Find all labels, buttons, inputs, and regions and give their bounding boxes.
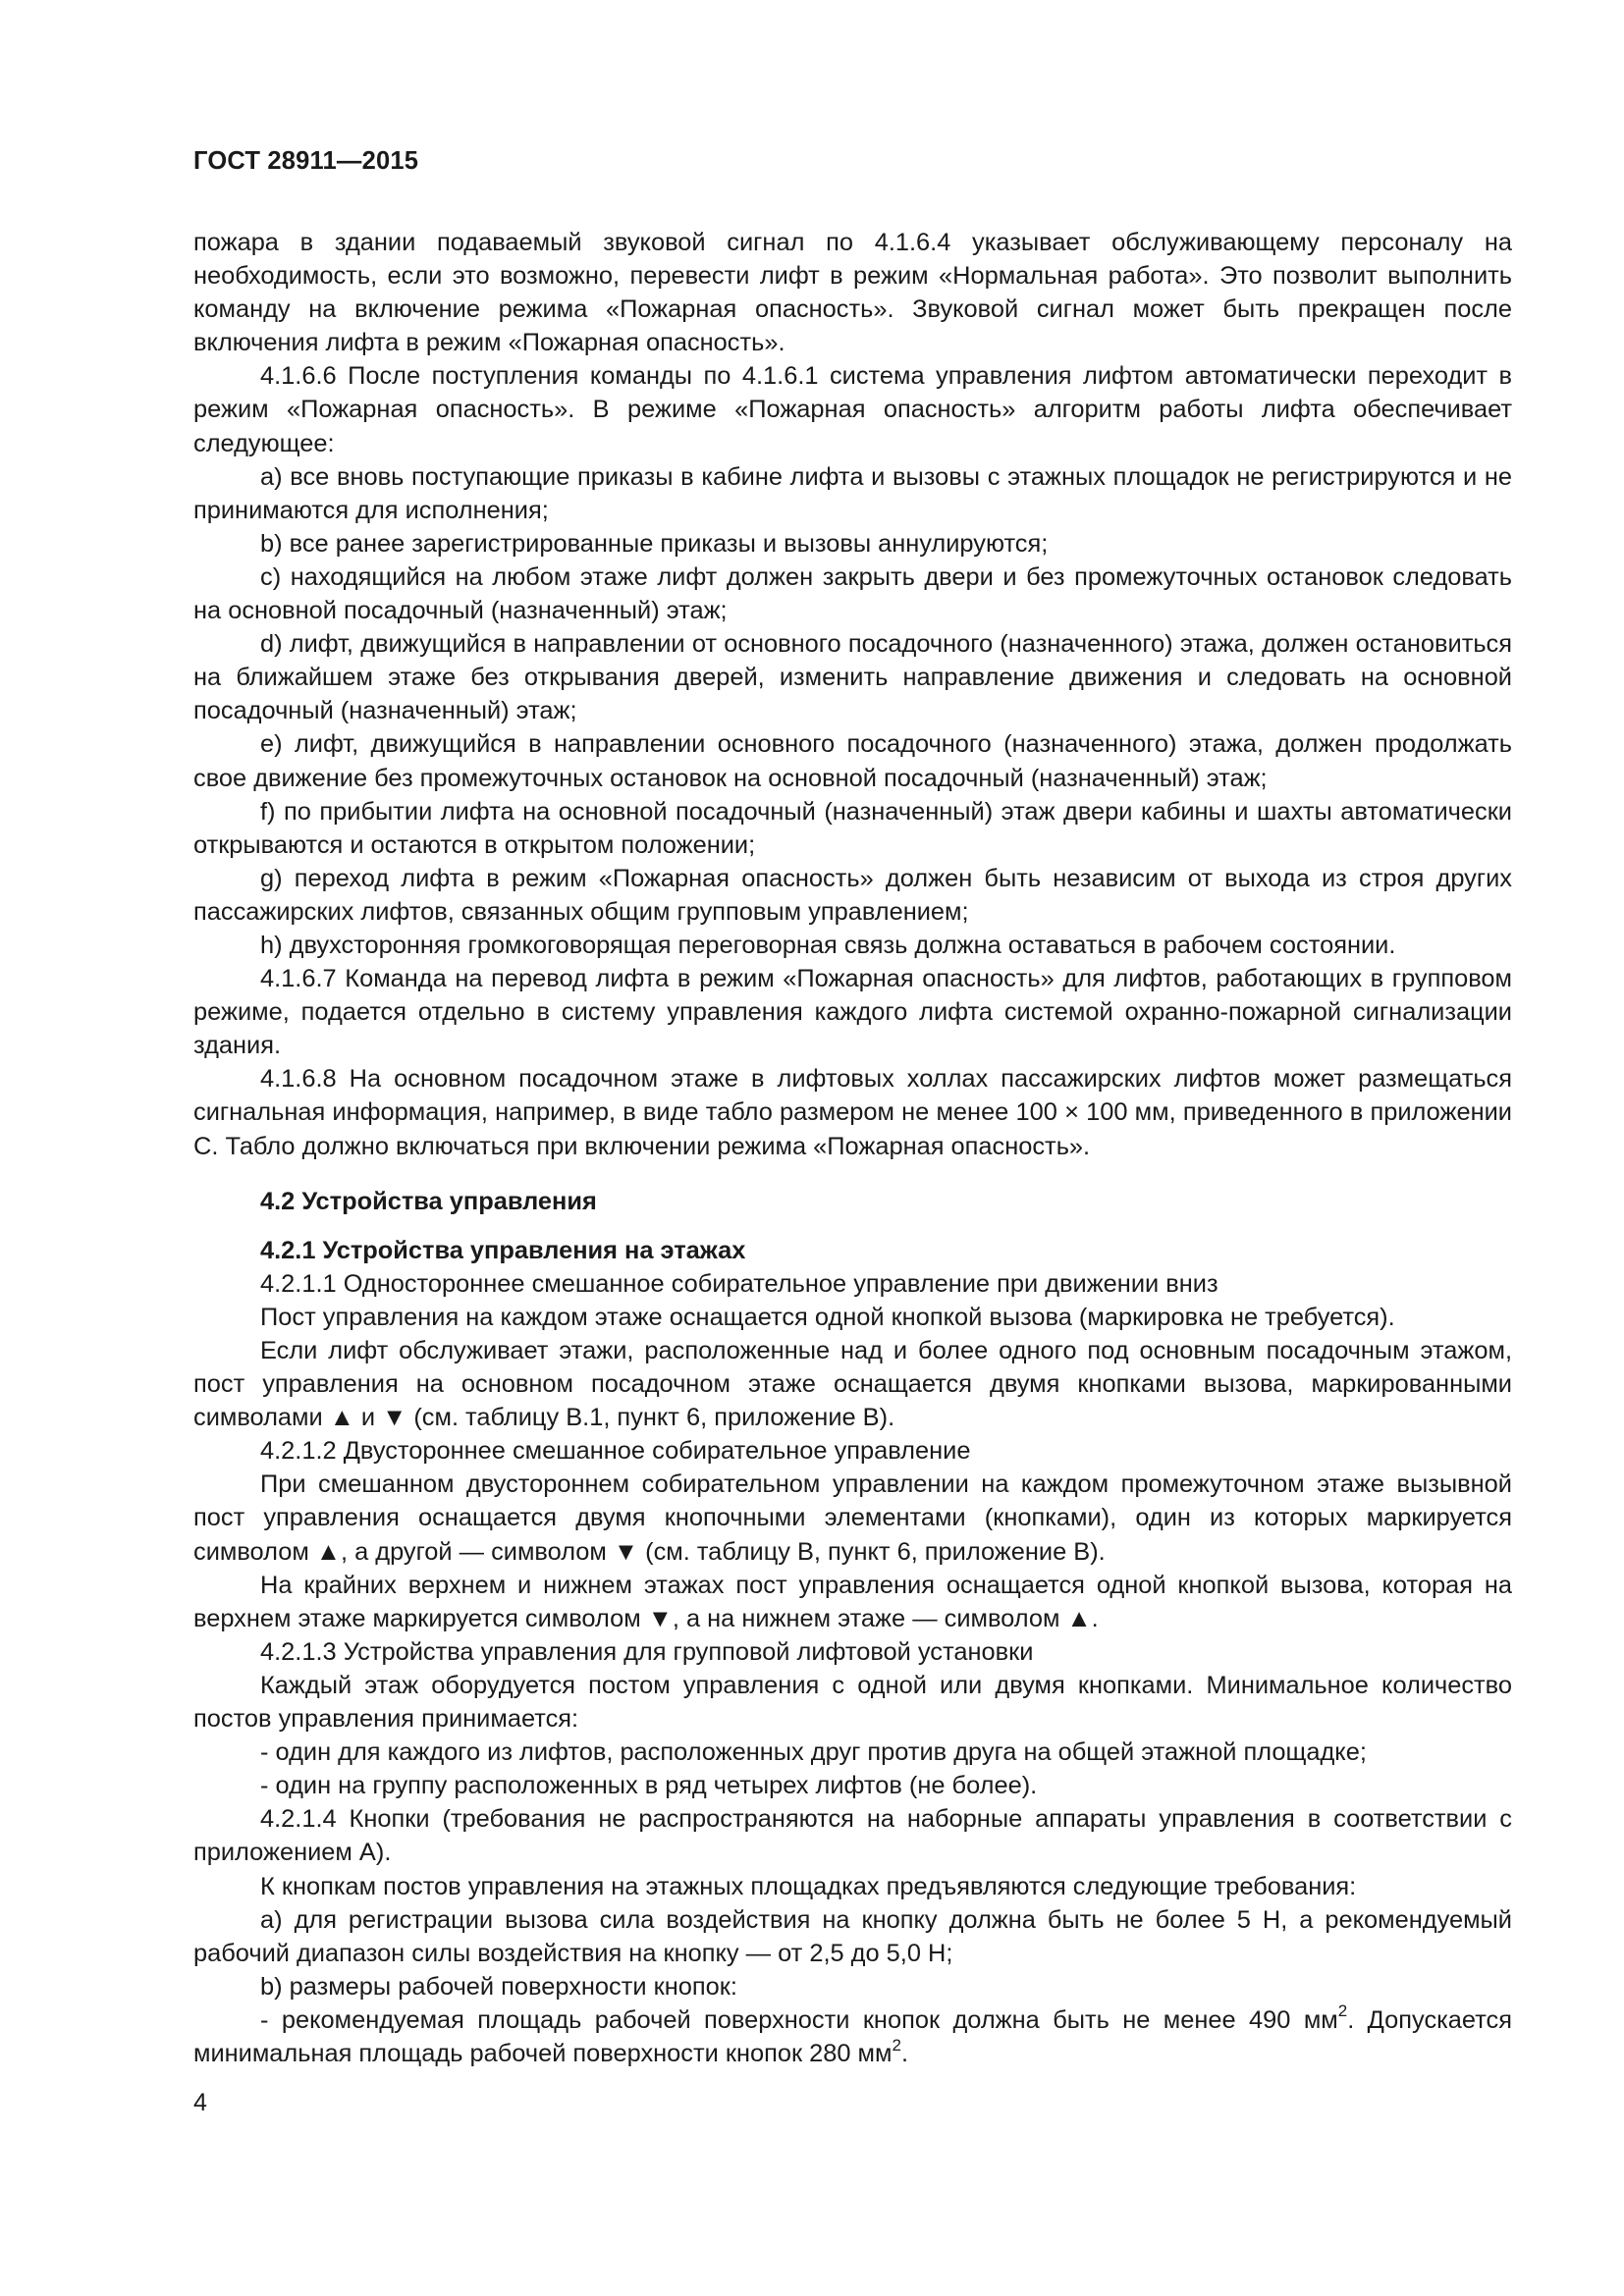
list-item-dash-area: [193, 2003, 1512, 2070]
list-item-dash: - один на группу расположенных в ряд четырех лифтов (не более).: [260, 1772, 1038, 1800]
paragraph: На крайних верхнем и нижнем этажах пост управления оснащается одной кнопкой вызова, которая на верхнем этаже маркируется символом ▼, а на нижнем этаже — символом ▲.: [193, 1571, 1512, 1632]
document-body: [193, 226, 1512, 2070]
paragraph: При смешанном двустороннем собирательном управлении на каждом промежуточном этаже вызывной пост управления оснащается двумя кнопочными элементами (кнопками), один из которых маркируется символом ▲, а другой — символом ▼ (см. таблицу В, пункт 6, приложение В).: [193, 1470, 1512, 1566]
document-header: ГОСТ 28911—2015: [193, 147, 419, 175]
paragraph-continuation: пожара в здании подаваемый звуковой сигнал по 4.1.6.4 указывает обслуживающему персоналу на необходимость, если это возможно, перевести лифт в режим «Нормальная работа». Это позволит выполнить команду на включение режима «Пожарная опасность». Звуковой сигнал может быть прекращен после включения лифта в режим «Пожарная опасность».: [193, 229, 1512, 357]
subsection-heading-4-2-1: 4.2.1 Устройства управления на этажах: [260, 1236, 746, 1264]
list-item-h: h) двухсторонняя громкоговорящая переговорная связь должна оставаться в рабочем состоянии.: [260, 931, 1396, 959]
paragraph: К кнопкам постов управления на этажных площадках предъявляются следующие требования:: [260, 1872, 1357, 1900]
paragraph-4-2-1-3: 4.2.1.3 Устройства управления для групповой лифтовой установки: [260, 1637, 1034, 1666]
list-item-a: a) для регистрации вызова сила воздействия на кнопку должна быть не более 5 Н, а рекомендуемый рабочий диапазон силы воздействия на кнопку — от 2,5 до 5,0 Н;: [193, 1905, 1512, 1967]
list-item-b: b) размеры рабочей поверхности кнопок:: [260, 1972, 737, 2001]
paragraph-4-2-1-4: 4.2.1.4 Кнопки (требования не распространяются на наборные аппараты управления в соответствии с приложением А).: [193, 1805, 1512, 1867]
text-fragment: . Допускается минимальная площадь рабочей поверхности кнопок 280 мм: [193, 2005, 1512, 2067]
paragraph-4-2-1-1: 4.2.1.1 Одностороннее смешанное собирательное управление при движении вниз: [260, 1269, 1218, 1298]
text-fragment: - рекомендуемая площадь рабочей поверхности кнопок должна быть не менее 490 мм: [260, 2005, 1338, 2034]
text-fragment: .: [900, 2039, 909, 2067]
list-item-e: e) лифт, движущийся в направлении основного посадочного (назначенного) этажа, должен продолжать свое движение без промежуточных остановок на основной посадочный (назначенный) этаж;: [193, 730, 1512, 792]
list-item-b: b) все ранее зарегистрированные приказы и вызовы аннулируются;: [260, 529, 1049, 558]
paragraph: Если лифт обслуживает этажи, расположенные над и более одного под основным посадочным этажом, пост управления на основном посадочном этаже оснащается двумя кнопками вызова, маркированными символами ▲ и ▼ (см. таблицу В.1, пункт 6, приложение В).: [193, 1337, 1512, 1432]
paragraph: Каждый этаж оборудуется постом управления с одной или двумя кнопками. Минимальное количество постов управления принимается:: [193, 1671, 1512, 1734]
paragraph: Пост управления на каждом этаже оснащается одной кнопкой вызова (маркировка не требуется).: [260, 1303, 1395, 1331]
superscript: 2: [892, 2035, 901, 2055]
list-item-f: f) по прибытии лифта на основной посадочный (назначенный) этаж двери кабины и шахты автоматически открываются и остаются в открытом положении;: [193, 797, 1512, 859]
superscript: 2: [1337, 2002, 1348, 2021]
list-item-a: a) все вновь поступающие приказы в кабине лифта и вызовы с этажных площадок не регистрируются и не принимаются для исполнения;: [193, 462, 1512, 524]
paragraph-4-1-6-7: 4.1.6.7 Команда на перевод лифта в режим «Пожарная опасность» для лифтов, работающих в групповом режиме, подается отдельно в систему управления каждого лифта системой охранно-пожарной сигнализации здания.: [193, 965, 1512, 1060]
page-number: 4: [193, 2089, 207, 2116]
paragraph-4-1-6-8: 4.1.6.8 На основном посадочном этаже в лифтовых холлах пассажирских лифтов может размещаться сигнальная информация, например, в виде табло размером не менее 100 × 100 мм, приведенного в приложении С. Табло должно включаться при включении режима «Пожарная опасность».: [193, 1065, 1512, 1160]
list-item-g: g) переход лифта в режим «Пожарная опасность» должен быть независим от выхода из строя других пассажирских лифтов, связанных общим групповым управлением;: [193, 864, 1512, 926]
section-heading-4-2: 4.2 Устройства управления: [260, 1187, 597, 1215]
list-item-dash: - один для каждого из лифтов, расположенных друг против друга на общей этажной площадке;: [260, 1738, 1367, 1767]
paragraph-4-2-1-2: 4.2.1.2 Двустороннее смешанное собирательное управление: [260, 1437, 971, 1466]
paragraph-4-1-6-6: 4.1.6.6 После поступления команды по 4.1.6.1 система управления лифтом автоматически переходит в режим «Пожарная опасность». В режиме «Пожарная опасность» алгоритм работы лифта обеспечивает следующее:: [193, 362, 1512, 457]
list-item-d: d) лифт, движущийся в направлении от основного посадочного (назначенного) этажа, должен остановиться на ближайшем этаже без открывания дверей, изменить направление движения и следовать на основной посадочный (назначенный) этаж;: [193, 630, 1512, 725]
list-item-c: c) находящийся на любом этаже лифт должен закрыть двери и без промежуточных остановок следовать на основной посадочный (назначенный) этаж;: [193, 562, 1512, 625]
